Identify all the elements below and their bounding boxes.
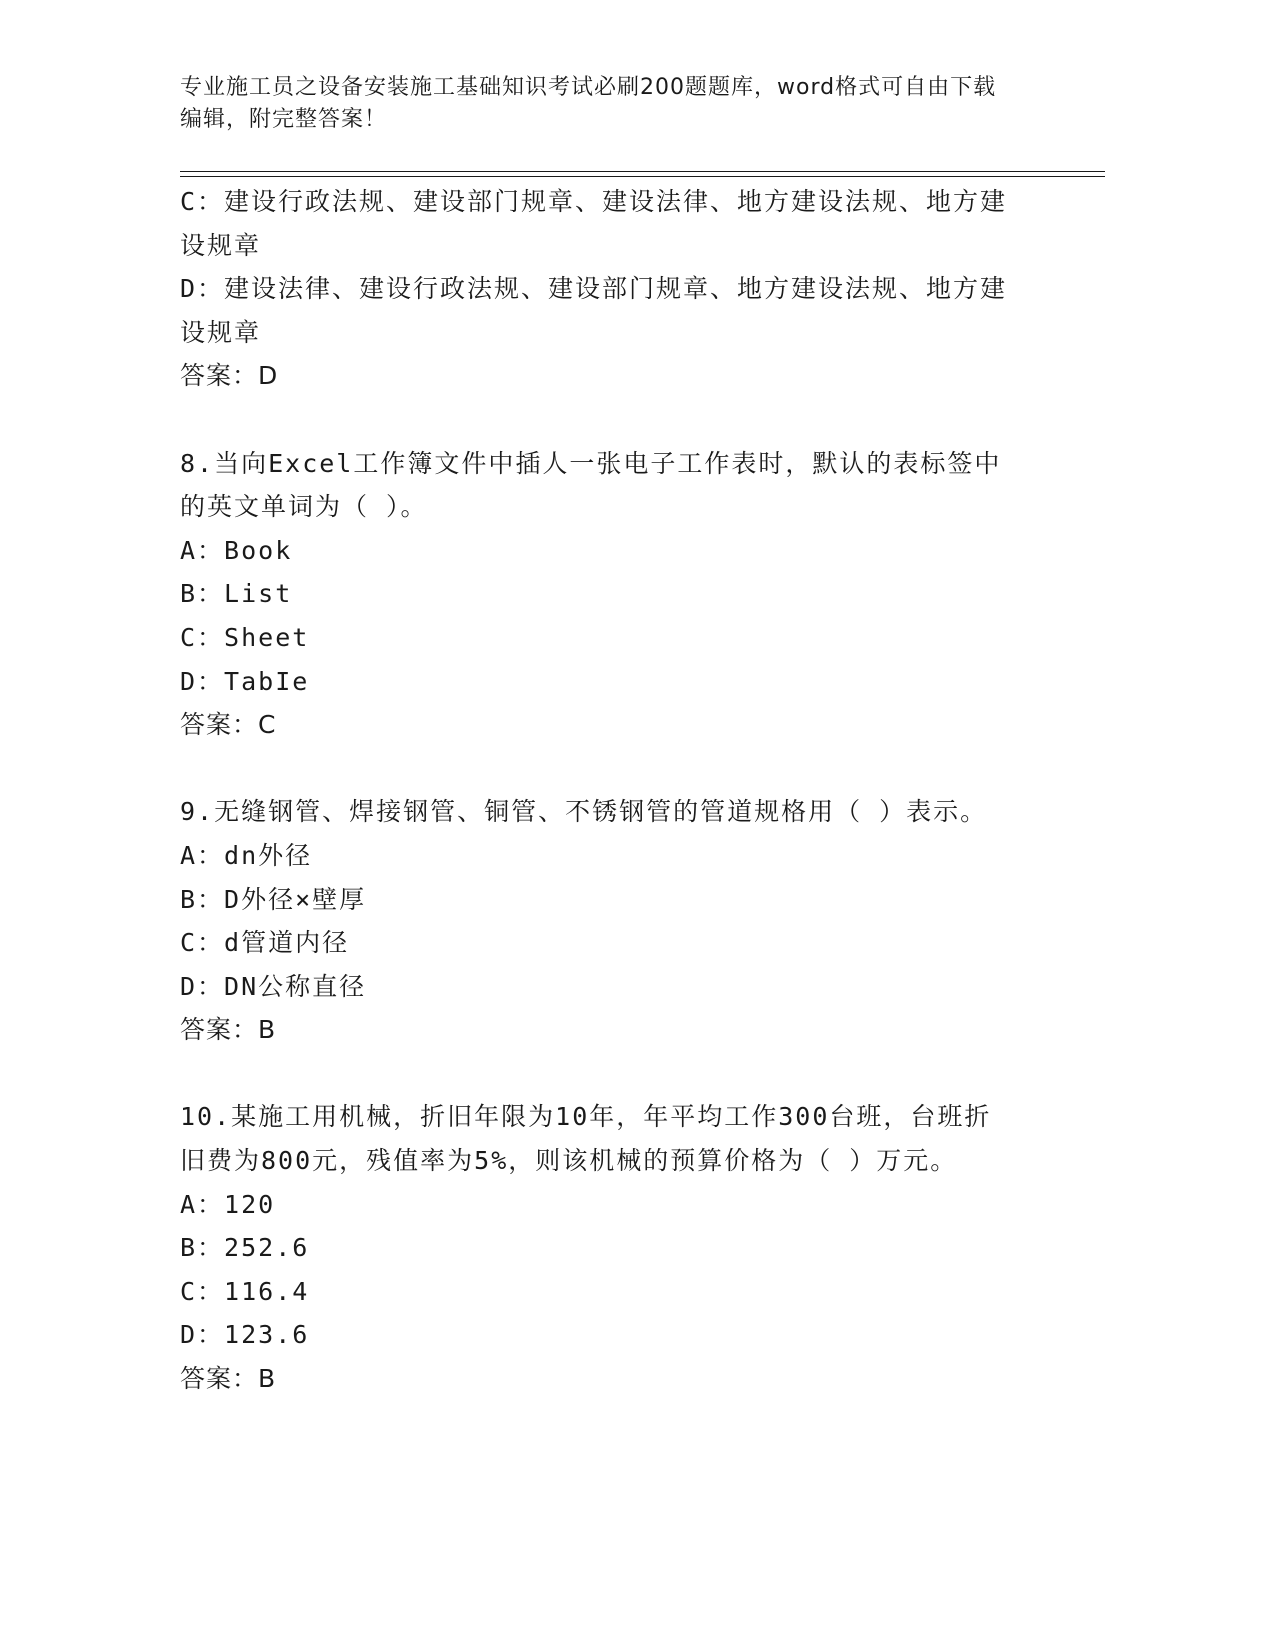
- question-stem-line-2: 的英文单词为（ ）。: [180, 492, 428, 522]
- option-c: C：116.4: [180, 1276, 310, 1306]
- option-c: C：Sheet: [180, 622, 310, 652]
- question-content: [180, 180, 1040, 1401]
- question-9: [180, 790, 1040, 1052]
- question-stem-line-1: 10.某施工用机械，折旧年限为10年，年平均工作300台班，台班折: [180, 1102, 992, 1132]
- question-8: [180, 442, 1040, 747]
- question-7-tail: [180, 180, 1040, 398]
- option-c: C：d管道内径: [180, 928, 350, 958]
- header-title-line-2: 编辑，附完整答案！: [180, 107, 388, 132]
- option-d-line-2: 设规章: [180, 317, 262, 347]
- question-stem-line-1: 9.无缝钢管、焊接钢管、铜管、不锈钢管的管道规格用（ ）表示。: [180, 797, 988, 827]
- option-d-line-1: D：建设法律、建设行政法规、建设部门规章、地方建设法规、地方建: [180, 274, 1008, 304]
- option-a: A：dn外径: [180, 840, 313, 870]
- question-10: [180, 1095, 1040, 1400]
- question-stem-line-1: 8.当向Excel工作簿文件中插人一张电子工作表时，默认的表标签中: [180, 448, 1002, 478]
- header-title-line-1: 专业施工员之设备安装施工基础知识考试必刷200题题库，word格式可自由下载: [180, 75, 997, 100]
- answer-line: 答案：D: [180, 361, 279, 391]
- option-b: B：252.6: [180, 1233, 310, 1263]
- spacer: [180, 398, 1040, 442]
- option-a: A：Book: [180, 535, 293, 565]
- option-d: D：TabIe: [180, 666, 310, 696]
- header-divider-bottom: [180, 176, 1105, 177]
- answer-line: 答案：C: [180, 710, 277, 740]
- spacer: [180, 747, 1040, 791]
- option-b: B：D外径×壁厚: [180, 884, 367, 914]
- spacer: [180, 1052, 1040, 1096]
- answer-line: 答案：B: [180, 1364, 277, 1394]
- option-d: D：123.6: [180, 1320, 310, 1350]
- option-c-line-2: 设规章: [180, 230, 262, 260]
- question-stem-line-2: 旧费为800元，残值率为5%，则该机械的预算价格为（ ）万元。: [180, 1146, 958, 1176]
- option-c-line-1: C：建设行政法规、建设部门规章、建设法律、地方建设法规、地方建: [180, 187, 1008, 216]
- document-header: [180, 72, 1040, 136]
- option-a: A：120: [180, 1189, 276, 1219]
- option-d: D：DN公称直径: [180, 971, 367, 1001]
- answer-line: 答案：B: [180, 1015, 277, 1045]
- option-b: B：List: [180, 579, 293, 609]
- header-divider-top: [180, 171, 1105, 172]
